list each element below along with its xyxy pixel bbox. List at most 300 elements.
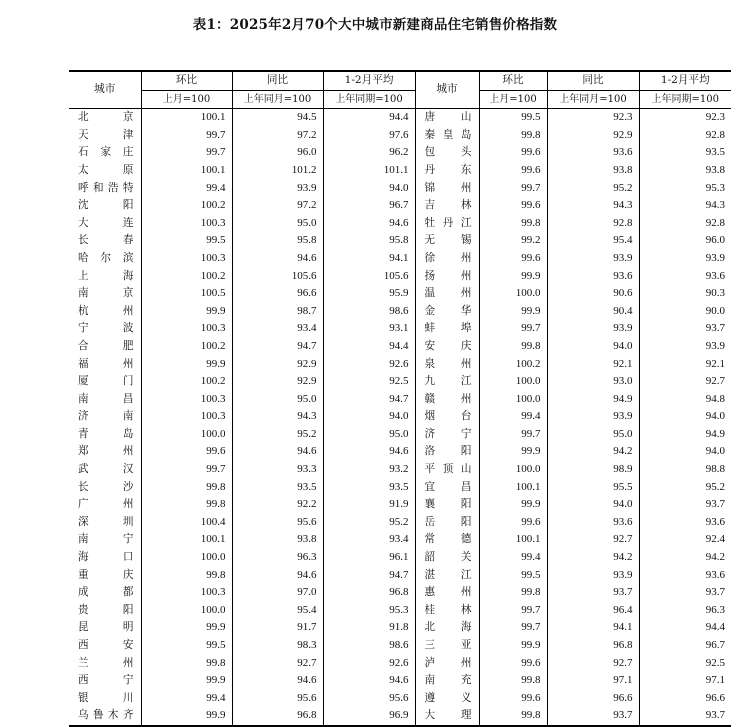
mom-value: 99.8: [141, 567, 232, 585]
table-row: [69, 514, 731, 532]
yoy-value: 105.6: [232, 268, 323, 286]
yoy-value: 94.3: [547, 197, 639, 215]
yoy-value: 97.2: [232, 197, 323, 215]
mom-value: 99.4: [141, 180, 232, 198]
table-row: [69, 549, 731, 567]
avg-value: 94.2: [639, 549, 731, 567]
mom-value: 99.9: [479, 443, 547, 461]
avg-value: 94.7: [323, 391, 415, 409]
mom-value: 100.2: [479, 356, 547, 374]
mom-value: 99.7: [479, 320, 547, 338]
mom-value: 100.2: [141, 197, 232, 215]
yoy-value: 94.2: [547, 549, 639, 567]
mom-value: 99.6: [479, 250, 547, 268]
avg-value: 92.8: [639, 127, 731, 145]
avg-value: 90.3: [639, 285, 731, 303]
table-row: [69, 144, 731, 162]
yoy-value: 92.7: [547, 655, 639, 673]
yoy-value: 90.4: [547, 303, 639, 321]
mom-value: 99.6: [141, 443, 232, 461]
mom-value: 99.8: [141, 655, 232, 673]
city-name: 哈尔滨: [78, 251, 134, 264]
table-row: [69, 320, 731, 338]
table-row: [69, 180, 731, 198]
yoy-value: 93.6: [547, 268, 639, 286]
yoy-column-header: 同比: [232, 71, 323, 90]
city-name: 常德: [415, 531, 479, 549]
mom-value: 99.9: [479, 637, 547, 655]
table-row: [69, 338, 731, 356]
avg-value: 95.2: [323, 514, 415, 532]
table-body: [69, 109, 731, 726]
yoy-value: 92.8: [547, 215, 639, 233]
yoy-value: 93.6: [547, 144, 639, 162]
city-name: 西安: [78, 639, 134, 651]
table-row: [69, 162, 731, 180]
city-name: 银川: [78, 691, 134, 704]
yoy-value: 95.0: [547, 426, 639, 444]
yoy-value: 93.5: [232, 479, 323, 497]
mom-column-header: 环比: [479, 71, 547, 90]
city-name: 武汉: [78, 463, 134, 476]
city-name: 大理: [415, 707, 479, 726]
city-name: 唐山: [415, 109, 479, 127]
avg-base-label: 上年同期=100: [323, 90, 415, 109]
yoy-value: 95.2: [547, 180, 639, 198]
avg-value: 92.4: [639, 531, 731, 549]
avg-value: 94.4: [639, 619, 731, 637]
yoy-value: 93.3: [232, 461, 323, 479]
city-name: 赣州: [415, 391, 479, 409]
city-name: 厦门: [78, 375, 134, 388]
yoy-value: 93.9: [547, 320, 639, 338]
yoy-value: 94.0: [547, 496, 639, 514]
city-name: 南昌: [78, 392, 134, 405]
yoy-value: 93.9: [232, 180, 323, 198]
yoy-value: 96.6: [547, 690, 639, 708]
yoy-column-header: 同比: [547, 71, 639, 90]
yoy-value: 92.7: [232, 655, 323, 673]
city-name: 广州: [78, 498, 134, 511]
yoy-value: 101.2: [232, 162, 323, 180]
avg-value: 91.8: [323, 619, 415, 637]
city-column-header: 城市: [69, 71, 141, 109]
avg-value: 95.6: [323, 690, 415, 708]
yoy-value: 93.9: [547, 250, 639, 268]
avg-value: 96.6: [639, 690, 731, 708]
avg-value: 94.3: [639, 197, 731, 215]
table-row: [69, 584, 731, 602]
yoy-value: 96.4: [547, 602, 639, 620]
mom-value: 99.8: [479, 584, 547, 602]
price-index-table: [69, 70, 731, 727]
yoy-value: 94.6: [232, 567, 323, 585]
mom-value: 99.7: [479, 180, 547, 198]
avg-value: 93.4: [323, 531, 415, 549]
mom-value: 100.1: [479, 531, 547, 549]
yoy-value: 98.7: [232, 303, 323, 321]
table-row: [69, 672, 731, 690]
mom-value: 100.0: [479, 285, 547, 303]
mom-value: 99.7: [141, 461, 232, 479]
yoy-value: 94.1: [547, 619, 639, 637]
table-row: [69, 496, 731, 514]
yoy-value: 96.8: [547, 637, 639, 655]
table-row: [69, 602, 731, 620]
table-row: [69, 250, 731, 268]
mom-value: 100.2: [141, 338, 232, 356]
mom-value: 100.0: [141, 549, 232, 567]
city-name: 呼和浩特: [78, 181, 134, 194]
city-name: 秦皇岛: [415, 127, 479, 145]
yoy-value: 92.2: [232, 496, 323, 514]
city-name: 青岛: [78, 427, 134, 440]
city-name: 徐州: [415, 250, 479, 268]
avg-value: 96.1: [323, 549, 415, 567]
yoy-value: 90.6: [547, 285, 639, 303]
yoy-value: 96.3: [232, 549, 323, 567]
mom-value: 100.0: [141, 602, 232, 620]
mom-value: 99.8: [141, 479, 232, 497]
city-name: 扬州: [415, 268, 479, 286]
avg-value: 94.4: [323, 109, 415, 127]
yoy-value: 94.3: [232, 408, 323, 426]
city-name: 郑州: [78, 445, 134, 458]
avg-value: 92.5: [639, 655, 731, 673]
city-name: 福州: [78, 357, 134, 370]
yoy-value: 93.9: [547, 408, 639, 426]
mom-value: 100.1: [141, 162, 232, 180]
city-name: 泸州: [415, 655, 479, 673]
table-row: [69, 127, 731, 145]
city-column-header: 城市: [415, 71, 479, 109]
city-name: 济宁: [415, 426, 479, 444]
avg-value: 93.6: [639, 567, 731, 585]
yoy-value: 95.5: [547, 479, 639, 497]
city-name: 乌鲁木齐: [69, 707, 141, 726]
city-name: 湛江: [415, 567, 479, 585]
avg-value: 92.1: [639, 356, 731, 374]
city-name: 沈阳: [78, 199, 134, 212]
mom-value: 100.3: [141, 215, 232, 233]
city-name: 济南: [78, 410, 134, 423]
yoy-value: 95.6: [232, 514, 323, 532]
avg-value: 94.0: [323, 180, 415, 198]
mom-base-label: 上月=100: [479, 90, 547, 109]
table-row: [69, 531, 731, 549]
city-name: 天津: [78, 128, 134, 141]
city-name: 兰州: [78, 656, 134, 669]
mom-value: 100.0: [479, 461, 547, 479]
table-row: [69, 268, 731, 286]
avg-value: 98.6: [323, 303, 415, 321]
table-row: [69, 637, 731, 655]
city-name: 平顶山: [415, 461, 479, 479]
avg-column-header: 1-2月平均: [639, 71, 731, 90]
city-name: 洛阳: [415, 443, 479, 461]
mom-value: 99.7: [141, 144, 232, 162]
city-name: 太原: [78, 163, 134, 176]
avg-value: 93.5: [323, 479, 415, 497]
table-row: [69, 197, 731, 215]
mom-base-label: 上月=100: [141, 90, 232, 109]
avg-base-label: 上年同期=100: [639, 90, 731, 109]
yoy-value: 94.6: [232, 443, 323, 461]
mom-value: 99.4: [479, 549, 547, 567]
avg-value: 94.6: [323, 215, 415, 233]
city-name: 北京: [78, 111, 134, 124]
table-row: [69, 690, 731, 708]
mom-value: 99.9: [479, 268, 547, 286]
yoy-value: 94.7: [232, 338, 323, 356]
yoy-value: 93.7: [547, 707, 639, 726]
city-name: 深圳: [78, 515, 134, 528]
mom-value: 99.4: [141, 690, 232, 708]
city-name: 岳阳: [415, 514, 479, 532]
mom-value: 99.5: [479, 109, 547, 127]
city-name: 海口: [78, 551, 134, 564]
mom-value: 99.7: [141, 127, 232, 145]
yoy-value: 95.0: [232, 391, 323, 409]
mom-value: 99.8: [479, 672, 547, 690]
city-name: 宁波: [78, 322, 134, 335]
mom-value: 99.5: [141, 232, 232, 250]
avg-value: 94.0: [639, 408, 731, 426]
yoy-value: 98.3: [232, 637, 323, 655]
avg-value: 98.6: [323, 637, 415, 655]
mom-value: 99.8: [141, 496, 232, 514]
avg-value: 94.7: [323, 567, 415, 585]
avg-value: 93.6: [639, 514, 731, 532]
mom-value: 99.6: [479, 197, 547, 215]
mom-value: 99.9: [141, 672, 232, 690]
avg-value: 95.9: [323, 285, 415, 303]
table-header: [69, 71, 731, 109]
table-row: [69, 655, 731, 673]
yoy-value: 94.0: [547, 338, 639, 356]
table-row: [69, 479, 731, 497]
yoy-value: 96.0: [232, 144, 323, 162]
table-row: [69, 707, 731, 726]
mom-value: 100.1: [141, 109, 232, 127]
yoy-value: 92.3: [547, 109, 639, 127]
mom-column-header: 环比: [141, 71, 232, 90]
city-name: 合肥: [78, 339, 134, 352]
city-name: 北海: [415, 619, 479, 637]
city-name: 长春: [78, 234, 134, 247]
yoy-value: 95.4: [232, 602, 323, 620]
avg-value: 96.7: [639, 637, 731, 655]
avg-value: 105.6: [323, 268, 415, 286]
table-row: [69, 303, 731, 321]
avg-value: 91.9: [323, 496, 415, 514]
yoy-value: 94.9: [547, 391, 639, 409]
table-row: [69, 356, 731, 374]
mom-value: 100.3: [141, 391, 232, 409]
mom-value: 99.8: [479, 707, 547, 726]
yoy-value: 92.1: [547, 356, 639, 374]
avg-value: 96.8: [323, 584, 415, 602]
city-name: 遵义: [415, 690, 479, 708]
city-name: 包头: [415, 144, 479, 162]
yoy-value: 93.8: [547, 162, 639, 180]
mom-value: 99.8: [479, 338, 547, 356]
avg-value: 93.5: [639, 144, 731, 162]
mom-value: 100.5: [141, 285, 232, 303]
avg-value: 92.8: [639, 215, 731, 233]
avg-value: 97.6: [323, 127, 415, 145]
yoy-value: 97.0: [232, 584, 323, 602]
avg-value: 95.0: [323, 426, 415, 444]
avg-value: 93.1: [323, 320, 415, 338]
yoy-value: 94.6: [232, 672, 323, 690]
yoy-value: 98.9: [547, 461, 639, 479]
city-name: 长沙: [78, 480, 134, 493]
city-name: 南京: [78, 287, 134, 300]
city-name: 九江: [415, 373, 479, 391]
avg-value: 93.8: [639, 162, 731, 180]
avg-value: 94.6: [323, 443, 415, 461]
mom-value: 99.2: [479, 232, 547, 250]
city-name: 泉州: [415, 356, 479, 374]
yoy-value: 92.9: [232, 356, 323, 374]
mom-value: 99.9: [141, 707, 232, 726]
yoy-value: 95.4: [547, 232, 639, 250]
yoy-value: 97.2: [232, 127, 323, 145]
mom-value: 99.5: [141, 637, 232, 655]
avg-value: 96.7: [323, 197, 415, 215]
avg-value: 92.5: [323, 373, 415, 391]
city-name: 西宁: [78, 674, 134, 687]
mom-value: 99.5: [479, 567, 547, 585]
table-row: [69, 109, 731, 127]
city-name: 昆明: [78, 621, 134, 634]
yoy-value: 96.6: [232, 285, 323, 303]
avg-value: 92.6: [323, 356, 415, 374]
mom-value: 99.9: [141, 619, 232, 637]
avg-value: 94.1: [323, 250, 415, 268]
mom-value: 99.7: [479, 619, 547, 637]
mom-value: 99.4: [479, 408, 547, 426]
city-name: 南宁: [78, 533, 134, 546]
city-name: 吉林: [415, 197, 479, 215]
avg-value: 92.3: [639, 109, 731, 127]
city-name: 三亚: [415, 637, 479, 655]
city-name: 南充: [415, 672, 479, 690]
table-row: [69, 215, 731, 233]
mom-value: 100.1: [479, 479, 547, 497]
yoy-value: 95.2: [232, 426, 323, 444]
avg-value: 93.7: [639, 496, 731, 514]
yoy-value: 92.7: [547, 531, 639, 549]
table-row: [69, 461, 731, 479]
avg-value: 94.8: [639, 391, 731, 409]
yoy-value: 93.8: [232, 531, 323, 549]
city-name: 杭州: [78, 304, 134, 317]
avg-value: 98.8: [639, 461, 731, 479]
mom-value: 99.6: [479, 690, 547, 708]
avg-value: 93.7: [639, 584, 731, 602]
avg-value: 94.0: [639, 443, 731, 461]
avg-value: 94.9: [639, 426, 731, 444]
avg-value: 94.6: [323, 672, 415, 690]
avg-value: 97.1: [639, 672, 731, 690]
yoy-value: 93.9: [547, 567, 639, 585]
city-name: 宜昌: [415, 479, 479, 497]
city-name: 惠州: [415, 584, 479, 602]
city-name: 牡丹江: [415, 215, 479, 233]
mom-value: 100.4: [141, 514, 232, 532]
avg-value: 101.1: [323, 162, 415, 180]
table-row: [69, 443, 731, 461]
mom-value: 99.6: [479, 162, 547, 180]
city-name: 金华: [415, 303, 479, 321]
avg-value: 96.3: [639, 602, 731, 620]
table-row: [69, 426, 731, 444]
mom-value: 99.9: [479, 496, 547, 514]
city-name: 贵阳: [78, 603, 134, 616]
avg-value: 90.0: [639, 303, 731, 321]
avg-value: 93.6: [639, 268, 731, 286]
avg-value: 95.3: [639, 180, 731, 198]
mom-value: 99.6: [479, 655, 547, 673]
avg-value: 96.9: [323, 707, 415, 726]
avg-value: 96.2: [323, 144, 415, 162]
yoy-value: 93.7: [547, 584, 639, 602]
avg-value: 93.9: [639, 250, 731, 268]
table-title: 表1：2025年2月70个大中城市新建商品住宅销售价格指数: [192, 17, 558, 33]
avg-value: 93.2: [323, 461, 415, 479]
yoy-value: 94.6: [232, 250, 323, 268]
mom-value: 99.8: [479, 215, 547, 233]
mom-value: 100.2: [141, 268, 232, 286]
city-name: 丹东: [415, 162, 479, 180]
yoy-value: 92.9: [232, 373, 323, 391]
yoy-value: 95.0: [232, 215, 323, 233]
yoy-value: 95.6: [232, 690, 323, 708]
table-row: [69, 408, 731, 426]
city-name: 温州: [415, 285, 479, 303]
mom-value: 100.1: [141, 531, 232, 549]
table-row: [69, 285, 731, 303]
mom-value: 100.3: [141, 584, 232, 602]
city-name: 桂林: [415, 602, 479, 620]
city-name: 成都: [78, 586, 134, 599]
yoy-value: 91.7: [232, 619, 323, 637]
avg-value: 93.9: [639, 338, 731, 356]
table-row: [69, 567, 731, 585]
city-name: 襄阳: [415, 496, 479, 514]
yoy-value: 93.6: [547, 514, 639, 532]
avg-value: 93.7: [639, 707, 731, 726]
table-row: [69, 232, 731, 250]
mom-value: 99.9: [479, 303, 547, 321]
yoy-value: 96.8: [232, 707, 323, 726]
table-row: [69, 619, 731, 637]
mom-value: 99.6: [479, 514, 547, 532]
mom-value: 100.3: [141, 408, 232, 426]
city-name: 大连: [78, 216, 134, 229]
yoy-value: 93.0: [547, 373, 639, 391]
city-name: 锦州: [415, 180, 479, 198]
yoy-value: 95.8: [232, 232, 323, 250]
avg-value: 95.8: [323, 232, 415, 250]
city-name: 重庆: [78, 568, 134, 581]
city-name: 无锡: [415, 232, 479, 250]
mom-value: 100.0: [141, 426, 232, 444]
yoy-value: 93.4: [232, 320, 323, 338]
avg-value: 93.7: [639, 320, 731, 338]
